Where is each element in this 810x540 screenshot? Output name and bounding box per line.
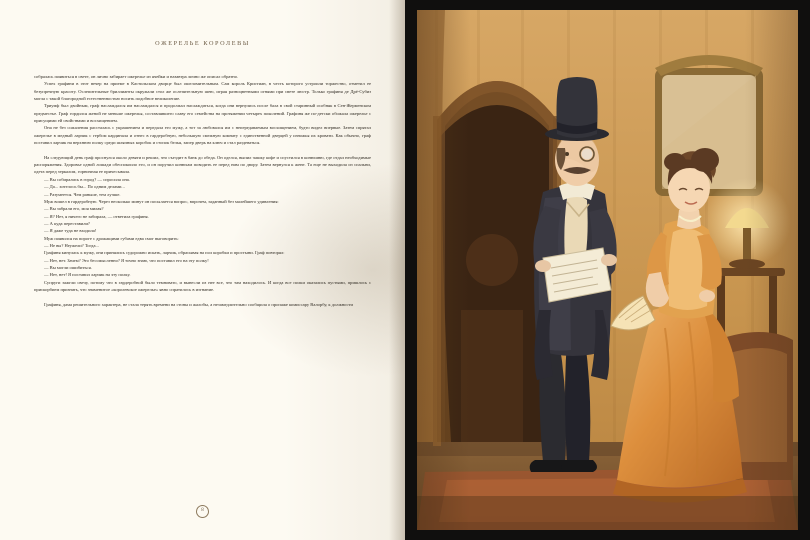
body-text bbox=[34, 73, 371, 308]
paragraph: — Разумеется. Чем раньше, тем лучше. bbox=[44, 191, 121, 197]
paragraph: Графиня кинулась к мужу, они принялись судорожно искать, ларчик, обрасывая на пол коробки и простыни. Граф повторял: bbox=[44, 250, 285, 256]
paragraph: На следующий день граф проснулся около девяти и решил, что съездит в банк до обеда. Он оделся, выпил чашку кофе и спустился в конюшню, где отдал необходимые распоряжения. Здоровье одной лошади обеспокоило его, и он поручил конюхам поводить ее перед ним по двору. Затем вернулся к жене. Та еще не выходила из спальни, одета перед зеркалом, горничная ее причесывала. bbox=[34, 154, 371, 175]
paragraph: Графиня, дама решительного характера, не стала терять времени на стоны и жалобы, а незамедлительно сообщила о пропаже комиссару Валорбу, к должности bbox=[44, 301, 353, 307]
paragraph: — Вы забрали его, моя милая? bbox=[44, 206, 104, 212]
paragraph: — Нет, нет. Зачем? Это бессмысленно? Я точно знаю, что поставил его на эту полку! bbox=[44, 257, 209, 263]
paragraph: — А куда переставили? bbox=[44, 220, 90, 226]
folio bbox=[0, 498, 405, 518]
page-number: 8 bbox=[196, 505, 209, 518]
paragraph: Супруги зажгли свечу, потому что в гардеробной было темновато, и вынесли из нее все, что там находилось. И когда все полки оказались пустыми, пришлось с прискорбием признать, что знаменитое «королевское ожерелье» явно спратилось в изгнание. bbox=[34, 279, 371, 292]
page-right bbox=[405, 0, 810, 540]
paragraph: — Да... хотелось бы... По одним делами... bbox=[44, 184, 125, 190]
running-head: ОЖЕРЕЛЬЕ КОРОЛЕВЫ bbox=[155, 40, 250, 47]
paragraph: — Нет, нет! Я поставил ларчик на эту полку. bbox=[44, 272, 131, 278]
paragraph: — Вы собирались в город? — спросила она. bbox=[44, 176, 130, 182]
paragraph: Муж появился на пороге с дрожащими губами едва смог выговорить: bbox=[44, 235, 179, 241]
paragraph: — Не вы? Неужели? Тогда... bbox=[44, 242, 99, 248]
paragraph: Она не без сожаления рассталась с украшением и передала его мужу, а тот за любовался им с непередаваемым восхищением, будто видел впервые. Затем спрятал ожерелье в медный ларчик с гербом кардинала и отнес в гардеробную, небольшую смежную комнату с единственной дверцей у изножья их кровати. Как обычно, граф поставил ларчик на верхнюю полку среди шляпных коробок и стопок белья, запер дверь на ключ и стал раздеваться. bbox=[34, 125, 371, 146]
victorian-couple-in-parlour bbox=[417, 10, 798, 530]
paragraph: Триумф был двойным, граф наслаждался им наслаждался и продолжал наслаждаться, когда они вернулись после бала в свой старинный особняк в Сен-Жерменском предместье. Граф гордился женой не меньше ожерелья, составлявшего славу его семейства на протяжении четырех поколений. Графиня же по-детски обожала ожерелье с присущими ей свойствами и восхищением. bbox=[34, 103, 371, 124]
paragraph: Успех графини в этот вечер на приеме в Кастильском дворце был ошеломительным. Сам король Кристиан, в честь которого устроили торжество, отметил ее безупречную красоту. Ослепительные бриллианты окружали стол же ослепительную шею, играя разноцветными огнями при свете люстр. Только графиня де Дрё-Субиз могла с такой благородной естественностью носить подобное великолепие. bbox=[34, 81, 371, 102]
paragraph: — Я? Нет, я ничего не забирала, — ответила графиня. bbox=[44, 213, 149, 219]
illustration-frame bbox=[417, 10, 798, 530]
paragraph: — Я даже туда не входила! bbox=[44, 228, 97, 234]
paragraph: — Вы могли ошибиться. bbox=[44, 264, 92, 270]
paragraph: Муж вошел в гардеробную. Через несколько минут он посылается вопрос, впрочем, заданный без малейшего удивления: bbox=[44, 198, 279, 204]
paragraph: собралась появиться в свете, он лично забирает ожерелье из ячейки и назавтра лично же описал обратно. bbox=[34, 74, 239, 79]
